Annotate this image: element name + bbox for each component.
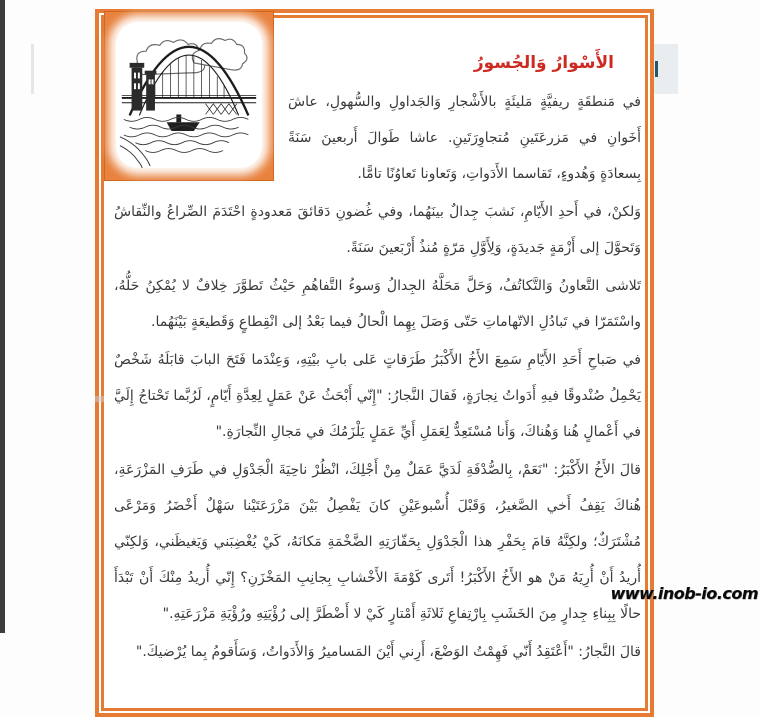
text-cursor-artifact <box>655 61 658 77</box>
story-paragraph-4: في صَباحِ أَحَدِ الأَيّامِ سَمِعَ الأَخُ الأَكْبَرُ طَرَقاتٍ عَلى بابِ بيْتِهِ، وَعِنْدَما فَتَحَ البابَ قابَلَهُ شَخْصٌ يَحْمِلُ صُنْدوقًا فيهِ أَدَواتُ نِجارَةٍ، فَقالَ النَّجارُ: "إِنّي أَبْحَثُ عَنْ عَمَلٍ لِعِدَّةِ أَيّامٍ، لَرُبَّما تَحْتاجُ إِلَيَّ في أَعْمالٍ هُنا وَهُناكَ، وَأَنا مُسْتَعِدٌّ لِعَمَلِ أَيِّ عَمَلٍ يَلْزَمُكَ في مَجالِ النِّجارَةِ." <box>114 352 641 440</box>
watermark: www.inob-io.com <box>610 584 758 603</box>
story-paragraph-3: تَلاشى التَّعاونُ وَالتَّكاتُفُ، وَحَلَّ مَحَلَّهُ الجِدالُ وَسوءُ التَّفاهُمِ حَيْثُ تَطوَّرَ خِلافٌ لا يُمْكِنُ حَلُّهُ، واسْتَمَرّا في تَبادُلِ الاتّهاماتِ حَتّى وَصَلَ بِهِما الْحالُ فيما بَعْدُ إلى انْقِطاعٍ وَقَطيعَةٍ بَيْنَهُما. <box>114 278 641 330</box>
story-paragraph-6: قالَ النَّجارُ: "أَعْتَقِدُ أَنّي فَهِمْتُ الوَضْعَ، أَرِني أَيْنَ المَساميرُ وَالأَدَواتُ، وَسَأَقومُ بِما يُرْضيكَ." <box>135 644 641 660</box>
story-title: الأَسْوارُ وَالجُسورُ <box>473 53 614 73</box>
story-paragraph-5: قالَ الأَخُ الأَكْبَرُ: "نَعَمْ، بِالصُّدْفَةِ لَدَيَّ عَمَلٌ مِنْ أَجْلِكَ، انْظُرْ ناحِيَةَ الْجَدْوَلِ في طَرَفِ المَزْرَعَةِ، هُناكَ يَقِفُ أَخي الصَّغيرُ، وَقَبْلَ أُسْبوعَيْنِ كانَ يَفْصِلُ بَيْنَ مَزْرَعَتَيْنا سَهْلٌ أَخْضَرُ وَمَرْعًى مُشْتَرَكٌ؛ ولكِنَّهُ قامَ بِحَفْرِ هذا الْجَدْوَلِ بِحَفّارَتِهِ الضَّخْمَةِ مَكانَهُ، كَيْ يُغْضِبَني وَيَغيظَني، وَلكِنّي أُريدُ أَنْ أُرِيَهُ مَنْ هو الأَخُ الأَكْبَرُ! أَتَرى كَوْمَةَ الأَخْشابِ بِجانِبِ المَخْزَنِ؟ إِنّي أُريدُ مِنْكَ أَنْ تَبْدَأَ حالًا بِبِناءِ جِدارٍ مِنَ الخَشَبِ بِارْتِفاعِ ثَلاثَةِ أَمْتارٍ كَيْ لا أَضْطَرَّ إلى رُؤْيَتِهِ ورُؤْيَةِ مَزْرَعَتِهِ." <box>114 462 641 622</box>
story-text <box>114 84 641 672</box>
selection-artifact-line <box>31 44 34 94</box>
story-paragraph-2: وَلكنْ، في أَحدِ الأَيّامِ، نَشبَ جِدالٌ بينَهُما، وفي غُضونِ دَقائقَ مَعدودةٍ احْتَدَمَ الصِّراعُ والنِّقاشُ وَتَحوَّلَ إلى أَزْمَةٍ جَديدَةٍ، وَلِأَوَّلِ مَرّةٍ مُنذُ أَرْبَعينَ سَنَةً. <box>114 204 641 256</box>
frame-junction-mark <box>95 396 104 402</box>
scroll-track-artifact <box>654 44 678 94</box>
story-paragraph-1: في مَنطقَةٍ ريفيَّةٍ مَليئَةٍ بالأَشْجارِ وَالجَداولِ والسُّهولِ، عاشَ أَخَوانِ في مَزرعَتَينِ مُتجاوِرَتَينِ. عاشا طَوالَ أَربعينَ سَنَةً بِسعادَةٍ وَهُدوءٍ، تَقاسما الأَدَواتِ، وَتَعاونا تَعاوُنًا تامًّا. <box>288 94 641 182</box>
window-edge-strip <box>0 0 5 633</box>
